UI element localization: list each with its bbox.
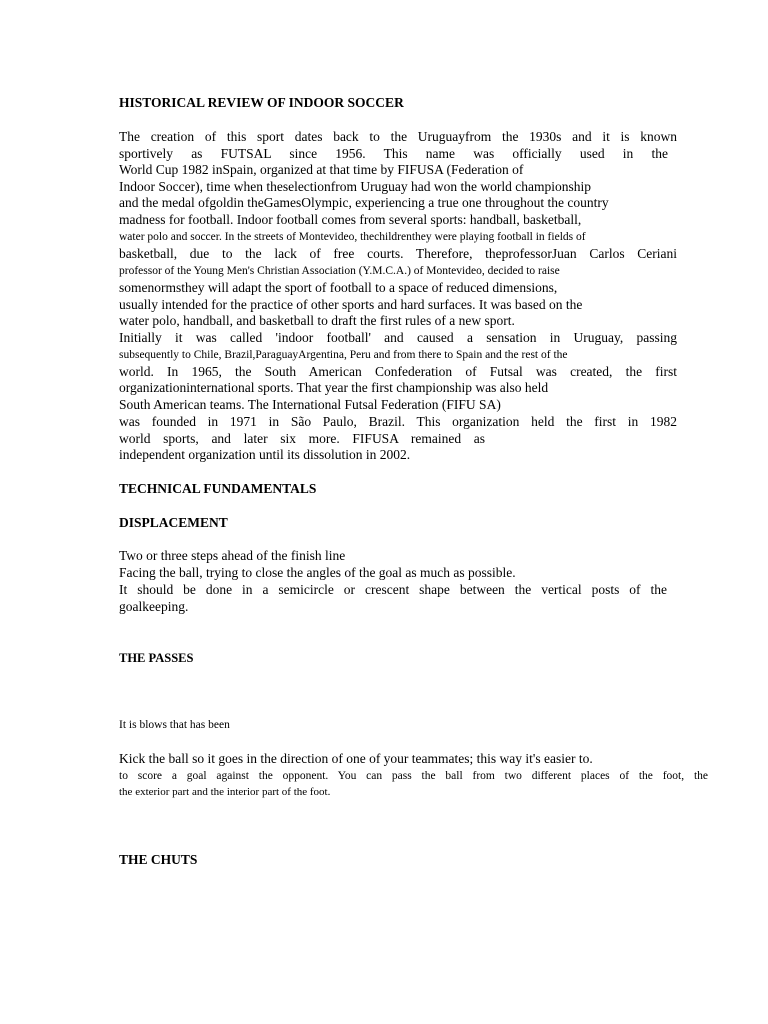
intro-line: madness for football. Indoor football comes from several sports: handball, basketball, xyxy=(119,212,582,227)
intro-line: Indoor Soccer), time when theselectionfrom Uruguay had won the world championship xyxy=(119,179,591,194)
document-title: HISTORICAL REVIEW OF INDOOR SOCCER xyxy=(119,95,404,110)
displacement-line: goalkeeping. xyxy=(119,599,189,614)
displacement-line: Two or three steps ahead of the finish line xyxy=(119,548,346,563)
passes-line: Kick the ball so it goes in the direction of one of your teammates; this way it's easier to. xyxy=(119,751,593,766)
intro-line: professor of the Young Men's Christian Association (Y.M.C.A.) of Montevideo, decided to raise xyxy=(119,265,560,277)
displacement-line: It should be done in a semicircle or crescent shape between the vertical posts of the xyxy=(119,582,667,597)
displacement-heading: DISPLACEMENT xyxy=(119,515,228,530)
intro-line: was founded in 1971 in São Paulo, Brazil. This organization held the first in 1982 xyxy=(119,414,677,429)
intro-line: World Cup 1982 inSpain, organized at that time by FIFUSA (Federation of xyxy=(119,162,524,177)
intro-line: usually intended for the practice of other sports and hard surfaces. It was based on the xyxy=(119,297,583,312)
passes-note: It is blows that has been xyxy=(119,719,230,731)
intro-line: world sports, and later six more. FIFUSA remained as xyxy=(119,431,485,446)
intro-line: water polo, handball, and basketball to draft the first rules of a new sport. xyxy=(119,313,515,328)
passes-line: the exterior part and the interior part of the foot. xyxy=(119,786,331,798)
intro-line: independent organization until its dissolution in 2002. xyxy=(119,447,411,462)
intro-line: basketball, due to the lack of free courts. Therefore, theprofessorJuan Carlos Ceriani xyxy=(119,246,677,261)
passes-line: to score a goal against the opponent. You can pass the ball from two different places of the foot, the xyxy=(119,770,708,782)
intro-line: and the medal ofgoldin theGamesOlympic, experiencing a true one throughout the country xyxy=(119,195,609,210)
intro-line: Initially it was called 'indoor football' and caused a sensation in Uruguay, passing xyxy=(119,330,677,345)
chuts-heading: THE CHUTS xyxy=(119,852,198,867)
intro-line: The creation of this sport dates back to the Uruguayfrom the 1930s and it is known xyxy=(119,129,677,144)
technical-fundamentals-heading: TECHNICAL FUNDAMENTALS xyxy=(119,481,317,496)
passes-heading: THE PASSES xyxy=(119,651,194,665)
intro-line: organizationinternational sports. That year the first championship was also held xyxy=(119,380,549,395)
intro-line: somenormsthey will adapt the sport of football to a space of reduced dimensions, xyxy=(119,280,558,295)
intro-line: South American teams. The International Futsal Federation (FIFU SA) xyxy=(119,397,501,412)
intro-line: world. In 1965, the South American Confederation of Futsal was created, the first xyxy=(119,364,677,379)
displacement-line: Facing the ball, trying to close the angles of the goal as much as possible. xyxy=(119,565,516,580)
intro-line: sportively as FUTSAL since 1956. This name was officially used in the xyxy=(119,146,668,161)
intro-line: water polo and soccer. In the streets of Montevideo, thechildrenthey were playing football in fields of xyxy=(119,231,586,243)
intro-line: subsequently to Chile, Brazil,ParaguayArgentina, Peru and from there to Spain and the rest of the xyxy=(119,349,568,361)
